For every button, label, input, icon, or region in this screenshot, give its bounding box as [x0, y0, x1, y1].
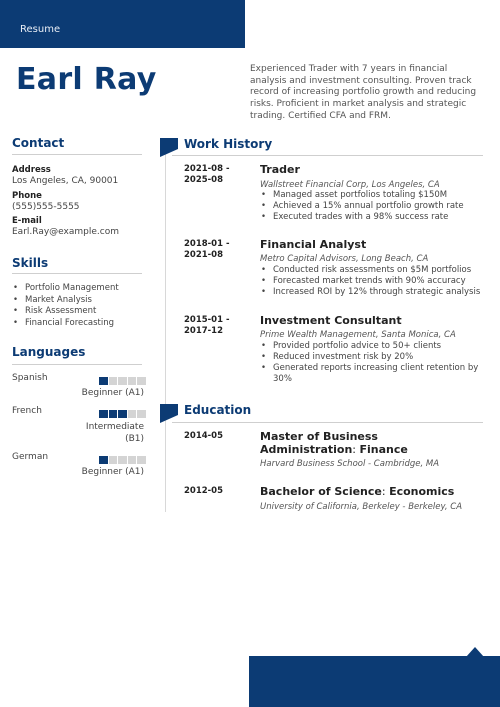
language-level: Beginner (A1)	[81, 467, 144, 477]
degree-name: Master of Business Administration	[260, 430, 378, 456]
education-date: 2014-05	[184, 431, 224, 441]
skill-item: • Risk Assessment	[12, 306, 119, 318]
job-date	[184, 239, 244, 261]
degree-field: Economics	[389, 485, 455, 498]
skills-heading: Skills	[12, 256, 49, 270]
rating-square	[109, 410, 118, 418]
job-bullets	[260, 190, 485, 223]
languages-divider	[12, 364, 142, 365]
address-label: Address	[12, 165, 51, 175]
candidate-name: Earl Ray	[16, 62, 157, 97]
rating-square	[128, 456, 137, 464]
contact-heading: Contact	[12, 136, 65, 150]
job-bullets	[260, 341, 485, 385]
phone-value: (555)555-5555	[12, 202, 80, 212]
job-date	[184, 315, 244, 337]
job-bullet: • Achieved a 15% annual portfolio growth rate	[260, 201, 485, 212]
job-date-start: 2015-01 -	[184, 315, 230, 325]
job-date-start: 2021-08 -	[184, 164, 230, 174]
education-school: Harvard Business School - Cambridge, MA	[260, 459, 440, 469]
job-date-start: 2018-01 -	[184, 239, 230, 249]
languages-heading: Languages	[12, 345, 86, 359]
job-bullets	[260, 265, 485, 298]
skill-item: • Portfolio Management	[12, 283, 119, 295]
education-degree	[260, 485, 475, 498]
language-level-line: Intermediate	[85, 422, 144, 432]
job-date-end: 2017-12	[184, 326, 224, 336]
language-name: French	[12, 406, 42, 416]
language-level: Beginner (A1)	[81, 388, 144, 398]
job-title: Financial Analyst	[260, 238, 367, 251]
education-degree	[260, 430, 475, 456]
degree-separator: :	[352, 443, 360, 456]
timeline-line	[165, 144, 166, 512]
job-company: Metro Capital Advisors, Long Beach, CA	[260, 254, 429, 264]
rating-square	[118, 377, 127, 385]
degree-name: Bachelor of Science	[260, 485, 382, 498]
degree-field: Finance	[359, 443, 408, 456]
summary-text: Experienced Trader with 7 years in financial analysis and investment consulting. Proven track record of increasing portfolio growth and reducing risks. Proficient in market analysis and strategic trading. Certified CFA and FRM.	[250, 64, 477, 121]
address-value: Los Angeles, CA, 90001	[12, 176, 119, 186]
language-level-line: (B1)	[125, 434, 144, 444]
education-heading: Education	[184, 403, 252, 417]
rating-square	[128, 410, 137, 418]
job-bullet: • Provided portfolio advice to 50+ clients	[260, 341, 485, 352]
job-bullet: • Generated reports increasing client retention by 30%	[260, 363, 485, 385]
degree-separator: :	[381, 485, 390, 498]
language-name: German	[12, 452, 49, 462]
document-label: Resume	[20, 24, 61, 35]
bottom-banner	[249, 656, 500, 707]
email-value[interactable]: Earl.Ray@example.com	[12, 227, 119, 237]
language-rating-bar	[99, 456, 146, 464]
language-level	[86, 421, 144, 445]
job-bullet: • Managed asset portfolios totaling $150M	[260, 190, 485, 201]
job-company: Prime Wealth Management, Santa Monica, CA	[260, 330, 456, 340]
job-title: Investment Consultant	[260, 314, 402, 327]
education-school: University of California, Berkeley - Berkeley, CA	[260, 502, 463, 512]
language-rating-bar	[99, 410, 146, 418]
education-flag-icon	[160, 404, 178, 423]
skill-item: • Financial Forecasting	[12, 318, 119, 330]
job-date-end: 2021-08	[184, 250, 224, 260]
work-divider	[172, 155, 483, 156]
job-title: Trader	[260, 163, 300, 176]
top-banner	[0, 0, 245, 48]
rating-square	[137, 456, 146, 464]
contact-divider	[12, 154, 142, 155]
skill-item: • Market Analysis	[12, 295, 119, 307]
rating-square	[118, 456, 127, 464]
rating-square	[99, 410, 108, 418]
rating-square	[99, 456, 108, 464]
phone-label: Phone	[12, 191, 42, 201]
language-rating-bar	[99, 377, 146, 385]
job-bullet: • Conducted risk assessments on $5M portfolios	[260, 265, 485, 276]
job-company: Wallstreet Financial Corp, Los Angeles, CA	[260, 180, 440, 190]
job-date-end: 2025-08	[184, 175, 224, 185]
job-bullet: • Increased ROI by 12% through strategic analysis	[260, 287, 485, 298]
rating-square	[128, 377, 137, 385]
job-bullet: • Executed trades with a 98% success rate	[260, 212, 485, 223]
rating-square	[109, 377, 118, 385]
education-divider	[172, 422, 483, 423]
rating-square	[137, 410, 146, 418]
job-bullet: • Forecasted market trends with 90% accuracy	[260, 276, 485, 287]
language-name: Spanish	[12, 373, 48, 383]
rating-square	[118, 410, 127, 418]
rating-square	[137, 377, 146, 385]
job-date	[184, 164, 244, 186]
rating-square	[109, 456, 118, 464]
job-bullet: • Reduced investment risk by 20%	[260, 352, 485, 363]
work-history-heading: Work History	[184, 137, 273, 151]
rating-square	[99, 377, 108, 385]
email-label: E-mail	[12, 216, 42, 226]
skills-list	[12, 283, 119, 329]
skills-divider	[12, 273, 142, 274]
education-date: 2012-05	[184, 486, 224, 496]
